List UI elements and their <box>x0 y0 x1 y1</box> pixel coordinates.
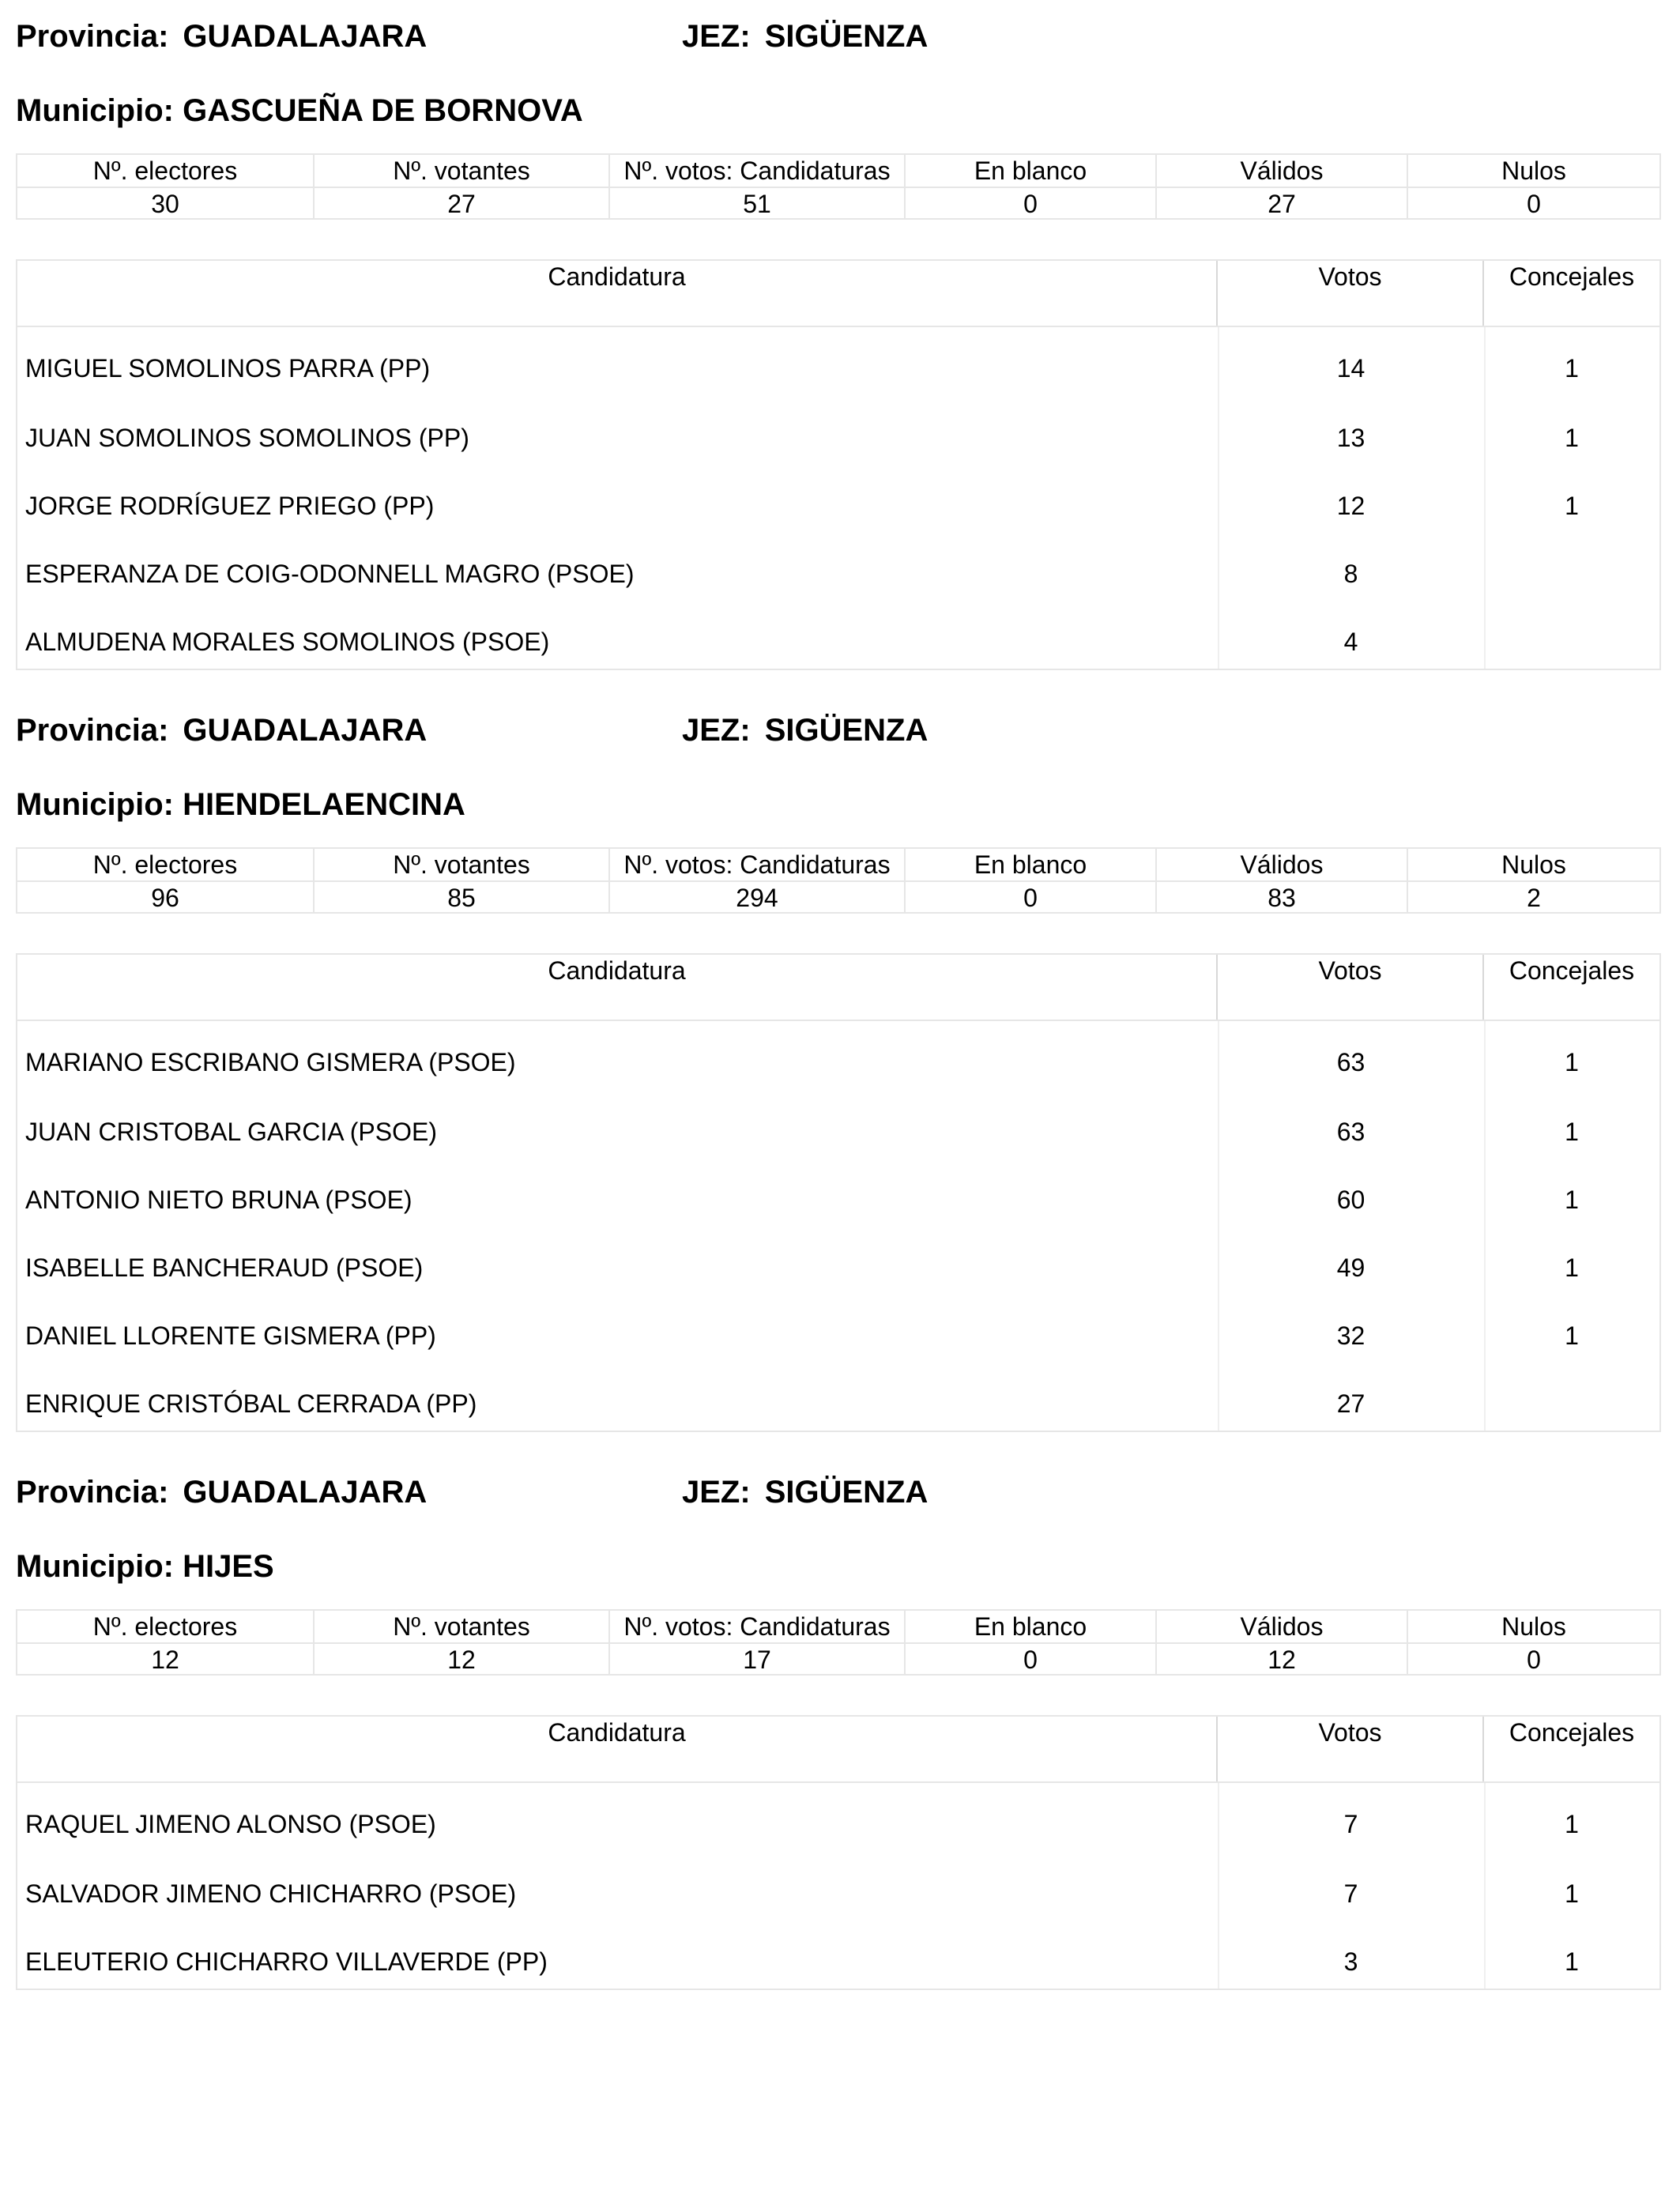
summary-header: Nº. electores <box>17 155 315 187</box>
candidate-concejales: 1 <box>1565 354 1579 383</box>
jez-label: JEZ: <box>682 19 751 54</box>
municipio-value: HIJES <box>183 1549 274 1584</box>
candidate-concejales: 1 <box>1565 1186 1579 1214</box>
candidate-votos: 63 <box>1336 1118 1365 1146</box>
summary-value: 30 <box>17 188 315 220</box>
summary-header: Válidos <box>1157 849 1408 880</box>
candidate-votos: 7 <box>1343 1810 1358 1838</box>
provincia-label: Provincia: <box>16 19 169 54</box>
summary-value: 27 <box>1157 188 1408 220</box>
candidate-votos: 60 <box>1336 1186 1365 1214</box>
jez-label: JEZ: <box>682 1475 751 1510</box>
summary-header: Nº. votantes <box>315 155 610 187</box>
candidate-name: DANIEL LLORENTE GISMERA (PP) <box>25 1321 436 1350</box>
jez-label: JEZ: <box>682 713 751 748</box>
candidate-concejales: 1 <box>1565 1321 1579 1350</box>
summary-header-row <box>17 849 1659 882</box>
candidate-votos: 7 <box>1343 1879 1358 1908</box>
candidate-votos: 4 <box>1343 628 1358 656</box>
candidate-name: JORGE RODRÍGUEZ PRIEGO (PP) <box>25 492 435 520</box>
jez-value: SIGÜENZA <box>764 713 929 748</box>
table-row <box>17 405 1659 473</box>
summary-header-row <box>17 1611 1659 1644</box>
header-candidatura: Candidatura <box>17 1717 1218 1781</box>
summary-value: 0 <box>906 882 1157 914</box>
municipio-label: Municipio: <box>16 787 174 822</box>
header-concejales: Concejales <box>1509 956 1635 985</box>
candidate-name: JUAN SOMOLINOS SOMOLINOS (PP) <box>25 424 469 452</box>
candidate-votos: 63 <box>1336 1048 1365 1076</box>
provincia-label: Provincia: <box>16 1475 169 1510</box>
summary-value: 0 <box>906 188 1157 220</box>
summary-header: Nº. votos: Candidaturas <box>610 849 906 880</box>
candidate-concejales: 1 <box>1565 492 1579 520</box>
summary-header: Nº. votos: Candidaturas <box>610 155 906 187</box>
municipio-line <box>16 781 1661 828</box>
summary-value: 12 <box>315 1644 610 1676</box>
candidate-votos: 32 <box>1336 1321 1365 1350</box>
header-votos: Votos <box>1218 261 1484 326</box>
summary-value: 12 <box>1157 1644 1408 1676</box>
header-votos: Votos <box>1218 955 1484 1020</box>
candidate-name: ELEUTERIO CHICHARRO VILLAVERDE (PP) <box>25 1947 548 1976</box>
candidates-header-row <box>17 1717 1659 1783</box>
candidate-name: SALVADOR JIMENO CHICHARRO (PSOE) <box>25 1879 517 1908</box>
provincia-line <box>16 1468 1661 1516</box>
summary-table <box>16 1609 1661 1676</box>
candidate-votos: 14 <box>1336 354 1365 383</box>
candidates-table <box>16 1715 1661 1990</box>
table-row <box>17 473 1659 541</box>
summary-value: 2 <box>1527 884 1541 912</box>
municipio-value: GASCUEÑA DE BORNOVA <box>183 93 583 128</box>
header-concejales: Concejales <box>1509 262 1635 291</box>
candidates-header-row <box>17 955 1659 1021</box>
table-row <box>17 1783 1659 1860</box>
summary-value-row <box>17 188 1659 220</box>
candidate-name: ESPERANZA DE COIG-ODONNELL MAGRO (PSOE) <box>25 560 635 588</box>
summary-value: 0 <box>1527 1646 1541 1674</box>
header-candidatura: Candidatura <box>17 261 1218 326</box>
municipio-label: Municipio: <box>16 1549 174 1584</box>
table-row <box>17 1370 1659 1431</box>
summary-value: 51 <box>610 188 906 220</box>
candidate-name: RAQUEL JIMENO ALONSO (PSOE) <box>25 1810 436 1838</box>
candidate-concejales: 1 <box>1565 1879 1579 1908</box>
candidate-votos: 8 <box>1343 560 1358 588</box>
provincia-value: GUADALAJARA <box>183 713 428 748</box>
summary-value: 294 <box>610 882 906 914</box>
table-row <box>17 1928 1659 1989</box>
summary-header: En blanco <box>906 849 1157 880</box>
summary-value: 17 <box>610 1644 906 1676</box>
summary-table <box>16 847 1661 914</box>
candidate-concejales: 1 <box>1565 1118 1579 1146</box>
candidate-name: MIGUEL SOMOLINOS PARRA (PP) <box>25 354 431 383</box>
provincia-value: GUADALAJARA <box>183 19 428 54</box>
summary-header: Nulos <box>1501 1612 1566 1641</box>
header-candidatura: Candidatura <box>17 955 1218 1020</box>
summary-header: Nº. electores <box>17 1611 315 1642</box>
candidate-concejales: 1 <box>1565 424 1579 452</box>
summary-header: En blanco <box>906 155 1157 187</box>
summary-value: 83 <box>1157 882 1408 914</box>
provincia-value: GUADALAJARA <box>183 1475 428 1510</box>
candidates-table <box>16 259 1661 670</box>
summary-header: En blanco <box>906 1611 1157 1642</box>
candidate-concejales: 1 <box>1565 1947 1579 1976</box>
candidate-name: JUAN CRISTOBAL GARCIA (PSOE) <box>25 1118 437 1146</box>
summary-header: Válidos <box>1157 155 1408 187</box>
table-row <box>17 1302 1659 1370</box>
candidates-header-row <box>17 261 1659 327</box>
summary-header: Nº. electores <box>17 849 315 880</box>
municipio-line <box>16 1543 1661 1590</box>
candidate-votos: 27 <box>1336 1389 1365 1418</box>
summary-value: 85 <box>315 882 610 914</box>
provincia-label: Provincia: <box>16 713 169 748</box>
candidate-name: ALMUDENA MORALES SOMOLINOS (PSOE) <box>25 628 550 656</box>
candidate-name: ISABELLE BANCHERAUD (PSOE) <box>25 1253 424 1282</box>
provincia-line <box>16 707 1661 754</box>
summary-header: Válidos <box>1157 1611 1408 1642</box>
summary-value: 0 <box>906 1644 1157 1676</box>
table-row <box>17 1235 1659 1302</box>
candidate-name: MARIANO ESCRIBANO GISMERA (PSOE) <box>25 1048 516 1076</box>
summary-header: Nº. votos: Candidaturas <box>610 1611 906 1642</box>
candidates-body <box>17 1021 1659 1431</box>
candidate-votos: 49 <box>1336 1253 1365 1282</box>
summary-value-row <box>17 1644 1659 1676</box>
candidate-name: ANTONIO NIETO BRUNA (PSOE) <box>25 1186 412 1214</box>
summary-header: Nº. votantes <box>315 849 610 880</box>
summary-header-row <box>17 155 1659 188</box>
table-row <box>17 1167 1659 1235</box>
jez-value: SIGÜENZA <box>764 19 929 54</box>
summary-value-row <box>17 882 1659 914</box>
candidate-concejales: 1 <box>1565 1048 1579 1076</box>
candidate-votos: 3 <box>1343 1947 1358 1976</box>
candidates-table <box>16 953 1661 1432</box>
jez-value: SIGÜENZA <box>764 1475 929 1510</box>
municipio-label: Municipio: <box>16 93 174 128</box>
summary-header: Nº. votantes <box>315 1611 610 1642</box>
provincia-line <box>16 13 1661 60</box>
candidate-name: ENRIQUE CRISTÓBAL CERRADA (PP) <box>25 1389 477 1418</box>
summary-header: Nulos <box>1501 850 1566 879</box>
summary-value: 96 <box>17 882 315 914</box>
header-concejales: Concejales <box>1509 1718 1635 1747</box>
table-row <box>17 1021 1659 1099</box>
candidate-votos: 12 <box>1336 492 1365 520</box>
table-row <box>17 609 1659 669</box>
summary-value: 12 <box>17 1644 315 1676</box>
table-row <box>17 1099 1659 1167</box>
summary-table <box>16 153 1661 220</box>
table-row <box>17 327 1659 405</box>
candidates-body <box>17 327 1659 669</box>
table-row <box>17 541 1659 609</box>
summary-header: Nulos <box>1501 156 1566 185</box>
table-row <box>17 1860 1659 1928</box>
candidates-body <box>17 1783 1659 1989</box>
summary-value: 27 <box>315 188 610 220</box>
candidate-votos: 13 <box>1336 424 1365 452</box>
candidate-concejales: 1 <box>1565 1253 1579 1282</box>
header-votos: Votos <box>1218 1717 1484 1781</box>
municipio-value: HIENDELAENCINA <box>183 787 465 822</box>
municipio-line <box>16 87 1661 134</box>
summary-value: 0 <box>1527 190 1541 218</box>
candidate-concejales: 1 <box>1565 1810 1579 1838</box>
